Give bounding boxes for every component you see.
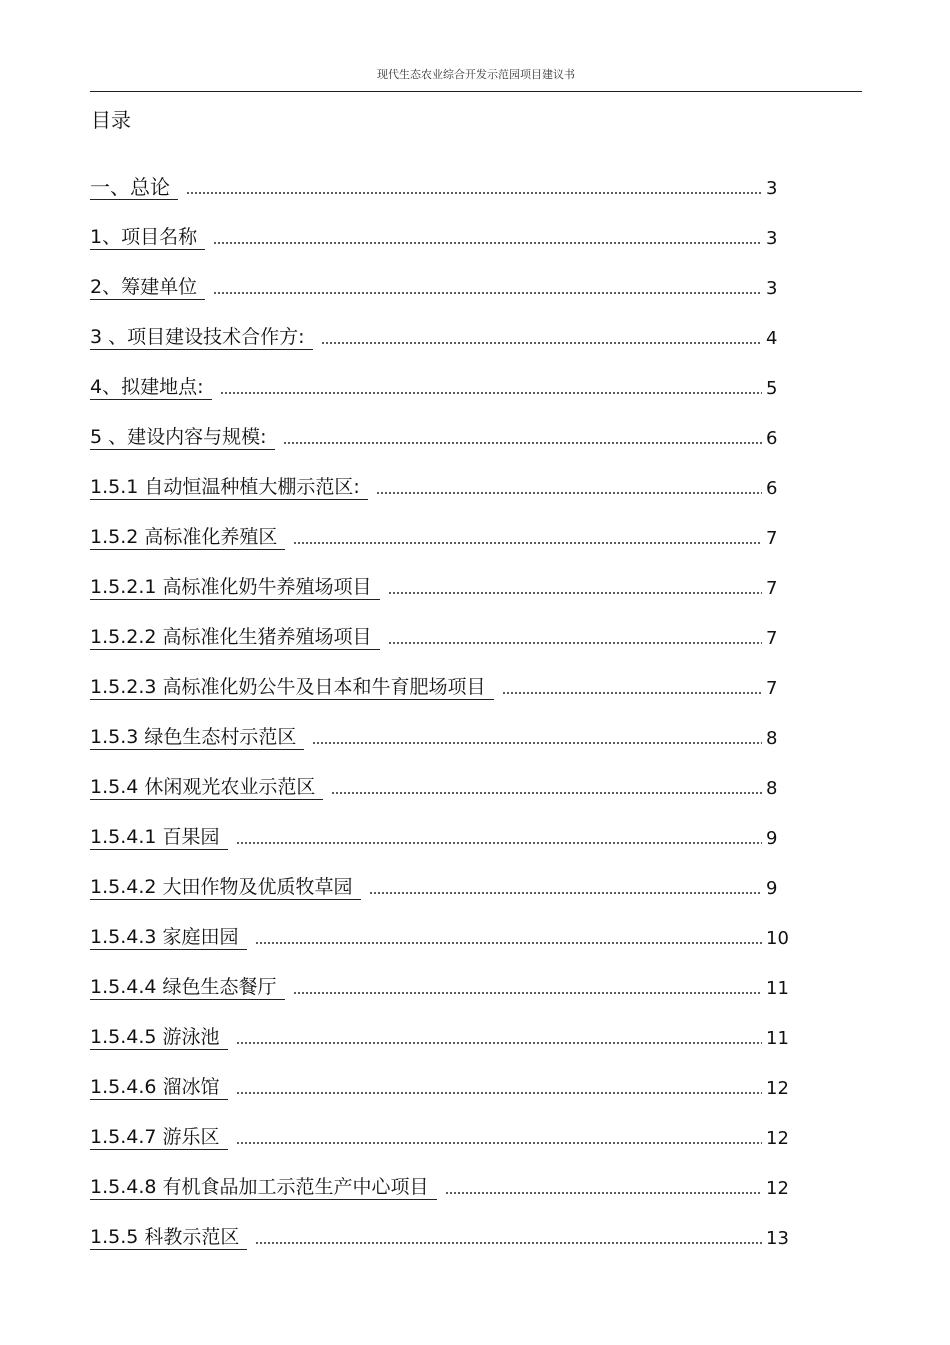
toc-entry[interactable] — [90, 650, 790, 700]
dot-leader — [220, 390, 763, 396]
toc-page-number: 12 — [766, 1078, 789, 1099]
dot-leader — [331, 790, 762, 796]
toc-entry-label[interactable]: 1.5.4.4 绿色生态餐厅 — [90, 978, 285, 1000]
toc-entry-label[interactable]: 1.5.5 科教示范区 — [90, 1228, 247, 1250]
toc-page-number: 11 — [766, 1028, 789, 1049]
dot-leader — [502, 690, 762, 696]
toc-entry[interactable] — [90, 950, 790, 1000]
toc-page-number: 11 — [766, 978, 789, 999]
toc-page-number: 3 — [766, 278, 778, 299]
toc-entry-label[interactable]: 1.5.4 休闲观光农业示范区 — [90, 778, 323, 800]
running-header: 现代生态农业综合开发示范园项目建议书 — [377, 68, 575, 81]
toc-entry-label[interactable]: 1.5.1 自动恒温种植大棚示范区: — [90, 478, 368, 500]
toc-entry-label[interactable]: 1.5.2.2 高标准化生猪养殖场项目 — [90, 628, 380, 650]
dot-leader — [255, 940, 762, 946]
toc-entry[interactable] — [90, 1150, 790, 1200]
toc-heading: 目录 — [91, 108, 131, 132]
toc-page-number: 7 — [766, 528, 778, 549]
toc-entry[interactable] — [90, 550, 790, 600]
toc-entry[interactable] — [90, 1200, 790, 1250]
toc-entry-label[interactable]: 1.5.4.2 大田作物及优质牧草园 — [90, 878, 361, 900]
toc-page-number: 12 — [766, 1178, 789, 1199]
dot-leader — [293, 990, 762, 996]
dot-leader — [213, 290, 762, 296]
toc-page-number: 8 — [766, 728, 778, 749]
toc-page-number: 3 — [766, 228, 778, 249]
toc-page-number: 7 — [766, 678, 778, 699]
toc-page-number: 6 — [766, 478, 778, 499]
toc-page-number: 12 — [766, 1128, 789, 1149]
toc-entry[interactable] — [90, 700, 790, 750]
toc-page-number: 6 — [766, 428, 778, 449]
dot-leader — [283, 440, 762, 446]
toc-entry[interactable] — [90, 300, 790, 350]
toc-entry-label[interactable]: 1.5.4.6 溜冰馆 — [90, 1078, 228, 1100]
toc-page-number: 7 — [766, 578, 778, 599]
toc-entry-label[interactable]: 1.5.4.3 家庭田园 — [90, 928, 247, 950]
toc-entry[interactable] — [90, 400, 790, 450]
toc-entry[interactable] — [90, 600, 790, 650]
toc-entry-label[interactable]: 3 、项目建设技术合作方: — [90, 328, 313, 350]
toc-entry-label[interactable]: 一、总论 — [90, 177, 178, 200]
toc-page-number: 10 — [766, 928, 789, 949]
dot-leader — [213, 240, 762, 246]
toc-page-number: 7 — [766, 628, 778, 649]
toc-entry-label[interactable]: 1.5.2.1 高标准化奶牛养殖场项目 — [90, 578, 380, 600]
dot-leader — [236, 1090, 762, 1096]
toc-entry[interactable] — [90, 1000, 790, 1050]
toc-entry-label[interactable]: 1.5.3 绿色生态村示范区 — [90, 728, 304, 750]
toc-entry[interactable] — [90, 250, 790, 300]
toc-entry[interactable] — [90, 500, 790, 550]
dot-leader — [236, 840, 762, 846]
dot-leader — [376, 490, 762, 496]
dot-leader — [236, 1040, 762, 1046]
table-of-contents — [90, 150, 790, 1250]
toc-page-number: 5 — [766, 378, 778, 399]
toc-entry[interactable] — [90, 350, 790, 400]
dot-leader — [236, 1140, 762, 1146]
dot-leader — [255, 1240, 762, 1246]
toc-page-number: 9 — [766, 828, 778, 849]
toc-entry[interactable] — [90, 450, 790, 500]
dot-leader — [321, 340, 762, 346]
toc-page-number: 8 — [766, 778, 778, 799]
toc-entry-label[interactable]: 1.5.4.8 有机食品加工示范生产中心项目 — [90, 1178, 437, 1200]
toc-entry-label[interactable]: 1、项目名称 — [90, 228, 205, 250]
toc-page-number: 13 — [766, 1228, 789, 1249]
toc-entry[interactable] — [90, 850, 790, 900]
toc-entry[interactable] — [90, 900, 790, 950]
toc-entry-label[interactable]: 1.5.2.3 高标准化奶公牛及日本和牛育肥场项目 — [90, 678, 494, 700]
toc-entry[interactable] — [90, 1050, 790, 1100]
toc-page-number: 4 — [766, 328, 778, 349]
toc-entry[interactable] — [90, 150, 790, 200]
toc-entry-label[interactable]: 1.5.4.1 百果园 — [90, 828, 228, 850]
toc-entry[interactable] — [90, 200, 790, 250]
toc-entry[interactable] — [90, 750, 790, 800]
toc-entry-label[interactable]: 4、拟建地点: — [90, 378, 212, 400]
toc-entry-label[interactable]: 1.5.4.5 游泳池 — [90, 1028, 228, 1050]
toc-entry-label[interactable]: 1.5.4.7 游乐区 — [90, 1128, 228, 1150]
toc-entry[interactable] — [90, 800, 790, 850]
dot-leader — [369, 890, 762, 896]
toc-page-number: 3 — [766, 178, 778, 199]
toc-entry-label[interactable]: 2、筹建单位 — [90, 278, 205, 300]
header-rule — [90, 91, 862, 92]
toc-entry-label[interactable]: 1.5.2 高标准化养殖区 — [90, 528, 285, 550]
dot-leader — [312, 740, 762, 746]
toc-page-number: 9 — [766, 878, 778, 899]
dot-leader — [293, 540, 762, 546]
toc-entry-label[interactable]: 5 、建设内容与规模: — [90, 428, 275, 450]
dot-leader — [388, 640, 762, 646]
dot-leader — [186, 190, 762, 196]
dot-leader — [388, 590, 762, 596]
dot-leader — [445, 1190, 762, 1196]
toc-entry[interactable] — [90, 1100, 790, 1150]
